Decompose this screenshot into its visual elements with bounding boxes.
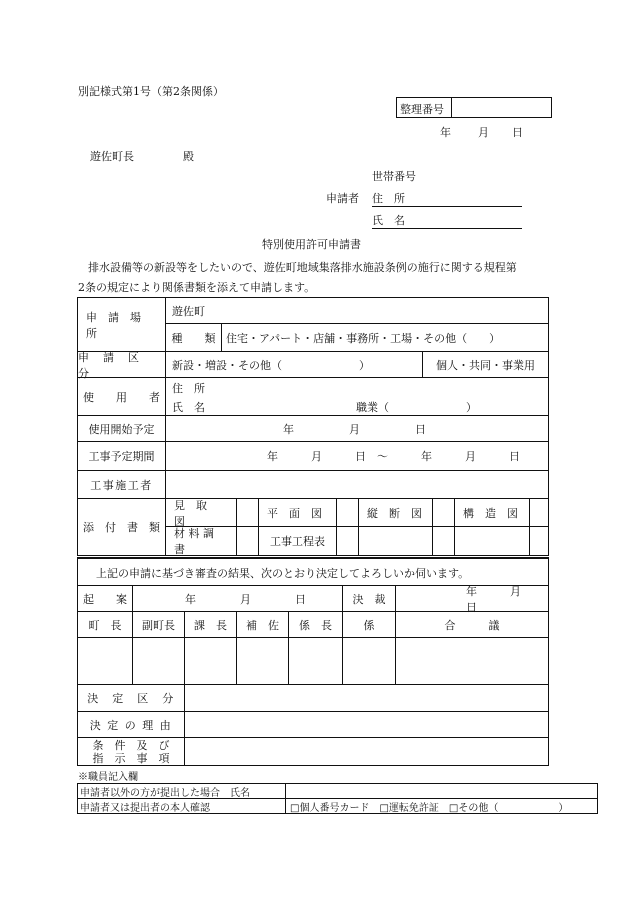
- applicant-label: 申請者: [326, 192, 359, 205]
- seiri-label: 整理番号: [400, 103, 444, 116]
- name-line[interactable]: [372, 212, 522, 229]
- doc-schedule: 工事工程表: [258, 526, 337, 556]
- app-type-options[interactable]: 新設・増設・その他（ ）: [165, 351, 423, 378]
- app-type-label: 申 請 区 分: [77, 351, 166, 378]
- doc-blank-1: [358, 526, 433, 556]
- kubun-label: 決 定 区 分: [77, 684, 185, 712]
- staff-row2-label: 申請者又は提出者の本人確認: [77, 798, 286, 814]
- date-month: 月: [478, 126, 489, 139]
- stamp-deputy[interactable]: [132, 637, 185, 685]
- category-options[interactable]: 住宅・アパート・店舗・事務所・工場・その他（ ）: [221, 323, 549, 352]
- kubun-value[interactable]: [184, 684, 549, 712]
- doc-check-3[interactable]: [432, 498, 455, 527]
- doc-check-2[interactable]: [336, 498, 359, 527]
- doc-blank-2: [432, 526, 455, 556]
- doc-floor-plan: 平 面 図: [258, 498, 337, 527]
- approver-consultation: 合 議: [395, 611, 549, 638]
- kessai-label: 決 裁: [342, 585, 396, 612]
- approver-assistant: 補 佐: [236, 611, 289, 638]
- docs-label: 添 付 書 類: [77, 498, 166, 556]
- occupation-label: 職業（ ）: [356, 401, 477, 414]
- addressee: 遊佐町長: [90, 150, 134, 163]
- doc-blank-3: [454, 526, 530, 556]
- approver-mayor: 町 長: [77, 611, 133, 638]
- intro-line-1: 排水設備等の新設等をしたいので、遊佐町地域集落排水施設条例の施行に関する規程第: [88, 261, 517, 274]
- date-day: 日: [512, 126, 523, 139]
- jouken-label: 条 件 及 び 指 示 事 項: [77, 737, 185, 766]
- stamp-mayor[interactable]: [77, 637, 133, 685]
- kessai-date[interactable]: 年 月 日: [395, 585, 549, 612]
- date-year: 年: [440, 126, 451, 139]
- seiri-divider: [451, 97, 452, 118]
- address-label: 住 所: [372, 192, 405, 205]
- period-label: 工事予定期間: [77, 441, 166, 471]
- user-label: 使 用 者: [77, 377, 166, 416]
- ownership-options[interactable]: 個人・共同・事業用: [422, 351, 549, 378]
- honorific: 殿: [183, 150, 194, 163]
- user-name-label: 氏 名: [172, 401, 205, 414]
- decision-intro: 上記の申請に基づき審査の結果、次のとおり決定してよろしいか伺います。: [96, 567, 470, 580]
- period-value[interactable]: 年 月 日 ～ 年 月 日: [165, 441, 549, 471]
- approver-section-chief: 課 長: [184, 611, 237, 638]
- staff-row1-label: 申請者以外の方が提出した場合 氏名: [77, 783, 286, 799]
- doc-check-5[interactable]: [236, 526, 259, 556]
- setai-label: 世帯番号: [372, 170, 416, 183]
- intro-line-2: 2条の規定により関係書類を添えて申請します。: [78, 281, 316, 294]
- kian-label: 起 案: [77, 585, 133, 612]
- stamp-consultation[interactable]: [395, 637, 549, 685]
- staff-row1-value[interactable]: [285, 783, 598, 799]
- user-cell[interactable]: [165, 377, 549, 416]
- jouken-value[interactable]: [184, 737, 549, 766]
- seiri-box: [396, 97, 552, 118]
- staff-row2-options[interactable]: □個人番号カード □運転免許証 □その他（ ）: [285, 798, 598, 814]
- name-label: 氏 名: [372, 214, 405, 227]
- user-address-label: 住 所: [172, 382, 205, 395]
- address-line[interactable]: [372, 190, 522, 207]
- staff-note: ※職員記入欄: [78, 772, 138, 783]
- kian-date[interactable]: 年 月 日: [132, 585, 343, 612]
- doc-check-1[interactable]: [236, 498, 259, 527]
- stamp-staff[interactable]: [342, 637, 396, 685]
- contractor-value[interactable]: [165, 470, 549, 499]
- doc-check-6[interactable]: [336, 526, 359, 556]
- location-label: 申 請 場 所: [77, 297, 166, 352]
- approver-staff: 係: [342, 611, 396, 638]
- doc-materials: 材 料 調 書: [165, 526, 237, 556]
- category-label: 種 類: [165, 323, 222, 352]
- contractor-label: 工事施工者: [77, 470, 166, 499]
- start-label: 使用開始予定: [77, 415, 166, 442]
- doc-sketch-map: 見 取 図: [165, 498, 237, 527]
- riyu-label: 決 定 の 理 由: [77, 711, 185, 738]
- riyu-value[interactable]: [184, 711, 549, 738]
- approver-deputy: 副町長: [132, 611, 185, 638]
- doc-profile: 縦 断 図: [358, 498, 433, 527]
- doc-blank-4: [529, 526, 549, 556]
- stamp-assistant[interactable]: [236, 637, 289, 685]
- stamp-section-chief[interactable]: [184, 637, 237, 685]
- doc-check-4[interactable]: [529, 498, 549, 527]
- approver-unit-chief: 係 長: [288, 611, 343, 638]
- start-date[interactable]: 年 月 日: [165, 415, 549, 442]
- page-title: 特別使用許可申請書: [262, 238, 361, 251]
- doc-structure: 構 造 図: [454, 498, 530, 527]
- location-value[interactable]: 遊佐町: [165, 297, 549, 324]
- stamp-unit-chief[interactable]: [288, 637, 343, 685]
- form-number: 別記様式第1号（第2条関係）: [78, 85, 224, 98]
